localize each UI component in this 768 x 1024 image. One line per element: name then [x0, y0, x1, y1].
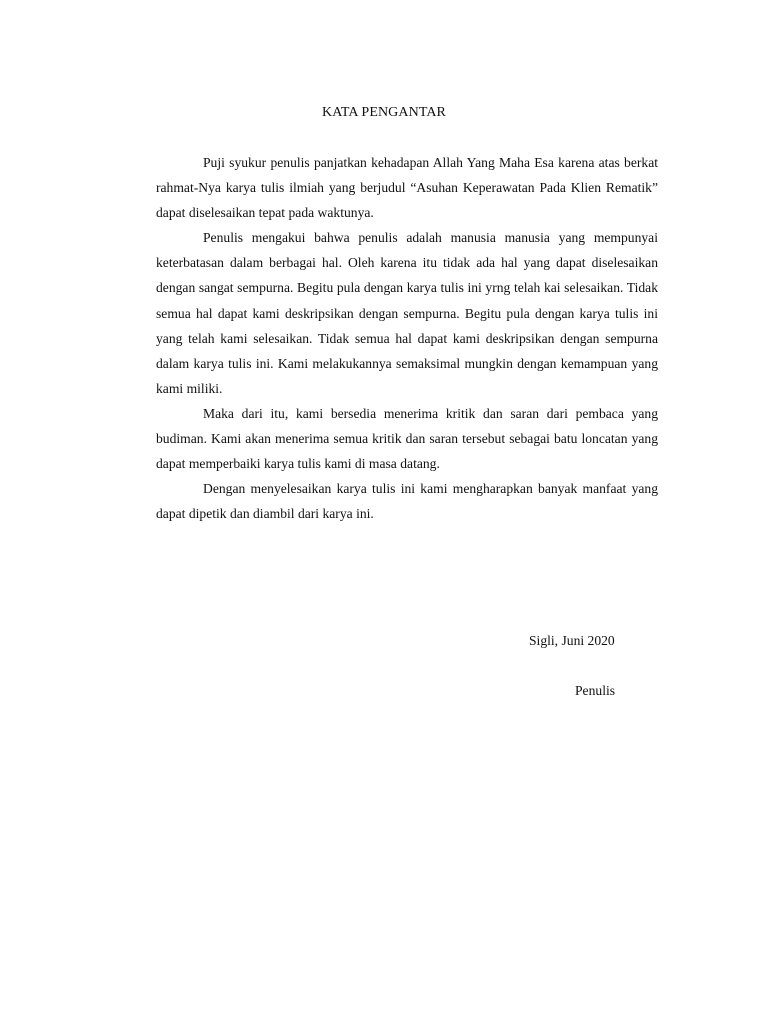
body-text — [156, 150, 658, 526]
author-signature-label: Penulis — [575, 683, 616, 698]
paragraph-2: Penulis mengakui bahwa penulis adalah manusia manusia yang mempunyai keterbatasan dalam berbagai hal. Oleh karena itu tidak ada hal yang dapat diselesaikan dengan sangat sempurna. Begitu pula dengan karya tulis ini yrng telah kai selesaikan. Tidak semua hal dapat kami deskripsikan dengan sempurna. Begitu pula dengan karya tulis ini yang telah kami selesaikan. Tidak semua hal dapat kami deskripsikan dengan sempurna dalam karya tulis ini. Kami melakukannya semaksimal mungkin dengan kemampuan yang kami miliki. — [156, 230, 658, 396]
paragraph-4: Dengan menyelesaikan karya tulis ini kami mengharapkan banyak manfaat yang dapat dipetik dan diambil dari karya ini. — [156, 481, 658, 522]
paragraph-1: Puji syukur penulis panjatkan kehadapan Allah Yang Maha Esa karena atas berkat rahmat-Nya karya tulis ilmiah yang berjudul “Asuhan Keperawatan Pada Klien Rematik” dapat diselesaikan tepat pada waktunya. — [156, 155, 658, 221]
page-title: KATA PENGANTAR — [322, 105, 446, 120]
paragraph-3: Maka dari itu, kami bersedia menerima kritik dan saran dari pembaca yang budiman. Kami akan menerima semua kritik dan saran tersebut sebagai batu loncatan yang dapat memperbaiki karya tulis kami di masa datang. — [156, 405, 658, 472]
place-date: Sigli, Juni 2020 — [529, 633, 615, 648]
